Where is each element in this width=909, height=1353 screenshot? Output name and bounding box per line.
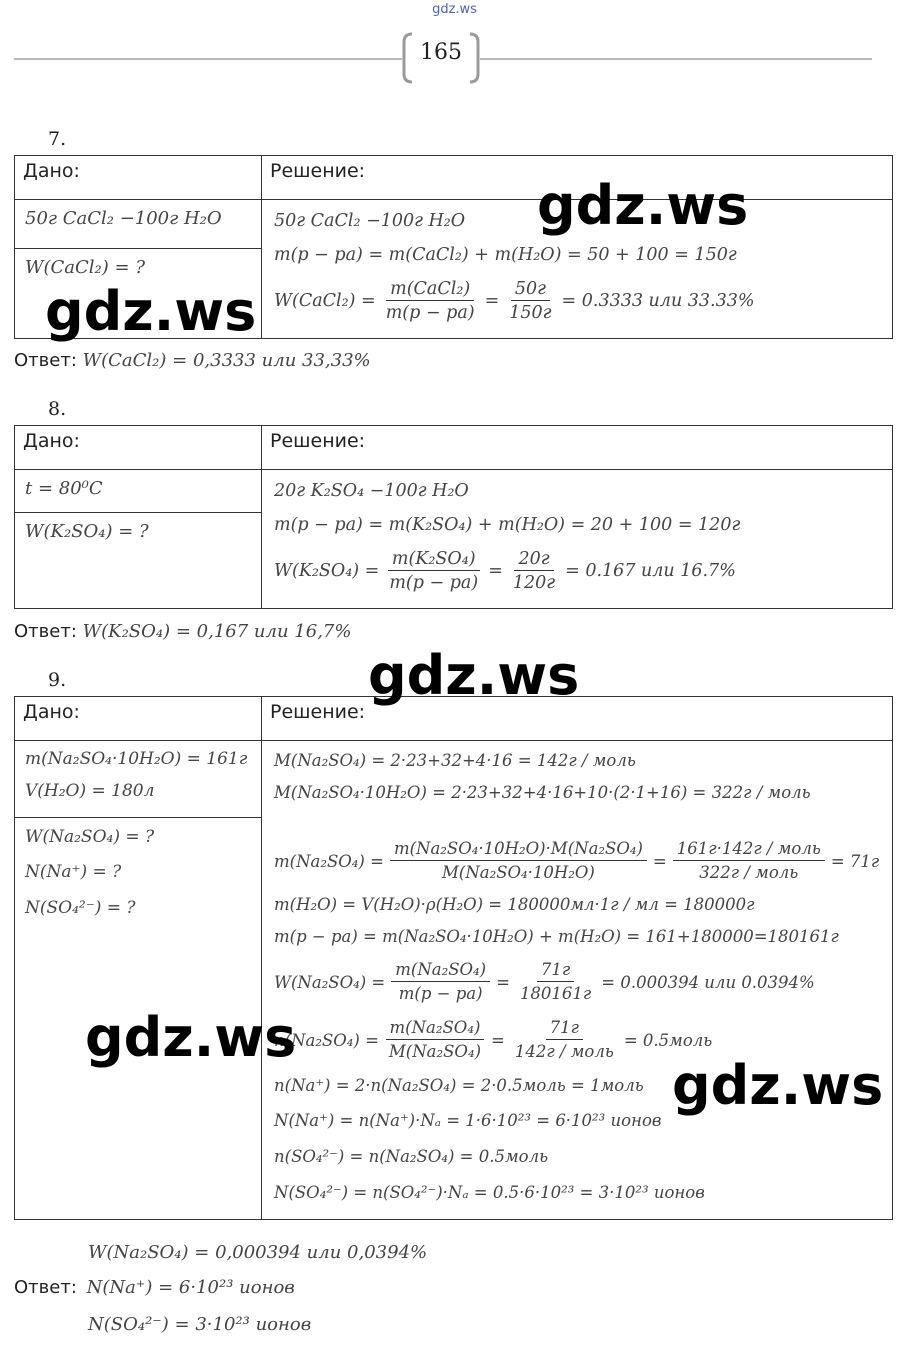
fraction-denominator: M(Na₂SO₄·10H₂O) [441,862,595,882]
fraction-numerator: m(Na₂SO₄·10H₂O)·M(Na₂SO₄) [390,838,647,861]
site-label: gdz.ws [432,2,477,17]
solution-header: Решение: [262,156,893,200]
fraction-denominator: 120г [512,572,556,593]
task-number: 7. [48,128,67,150]
given-line: 50г CaCl₂ −100г H₂O [15,200,261,249]
solution-line: m(H₂O) = V(H₂O)·ρ(H₂O) = 180000мл·1г / мл = 180000г [274,895,755,914]
fraction-denominator: m(p − pa) [385,302,475,323]
answer-line [14,350,371,371]
answer-extra-line [88,1314,311,1335]
fraction [385,1017,485,1064]
watermark: gdz.ws [368,644,580,707]
find-line: W(CaCl₂) = ? [25,257,145,278]
formula-rhs: = 0.167 или 16.7% [565,561,736,581]
fraction [390,838,647,885]
formula-lhs: W(K₂SO₄) = [274,561,380,581]
solution-line: M(Na₂SO₄·10H₂O) = 2·23+32+4·16+10·(2·1+16) = 322г / моль [274,783,811,802]
equals: = [488,561,503,581]
answer-value: W(K₂SO₄) = 0,167 или 16,7% [82,621,352,642]
answer-label: Ответ: [14,1277,77,1298]
answer-label: Ответ: [14,621,77,642]
formula-line [274,542,884,600]
formula-lhs: W(CaCl₂) = [274,291,376,311]
answer-value: N(SO₄²⁻) = 3·10²³ ионов [88,1314,312,1335]
fraction-numerator: m(K₂SO₄) [388,548,480,571]
given-header: Дано: [15,156,262,200]
answer-extra-line [88,1242,427,1263]
solution-line: N(Na⁺) = n(Na⁺)·Nₐ = 1·6·10²³ = 6·10²³ ионов [274,1111,662,1130]
fraction [511,1017,618,1064]
fraction [673,838,825,885]
task9-table [14,696,893,1220]
formula-line [274,953,884,1011]
answer-value: W(Na₂SO₄) = 0,000394 или 0,0394% [88,1242,428,1263]
watermark: gdz.ws [537,174,749,237]
solution-line: n(Na⁺) = 2·n(Na₂SO₄) = 2·0.5моль = 1моль [274,1076,644,1095]
task-number: 8. [48,398,67,420]
fraction [382,278,479,325]
fraction [391,959,490,1006]
fraction [385,548,482,595]
fraction-denominator: m(p − pa) [389,572,479,593]
solution-line: n(SO₄²⁻) = n(Na₂SO₄) = 0.5моль [274,1147,549,1166]
find-line: N(SO₄²⁻) = ? [25,898,136,918]
formula-rhs: = 71г [830,851,880,871]
fraction-numerator: 161г·142г / моль [673,838,825,861]
fraction-denominator: M(Na₂SO₄) [388,1041,482,1061]
page-number: 165 [420,40,462,65]
fraction-numerator: 71г [546,1017,583,1040]
find-line: W(Na₂SO₄) = ? [25,827,155,847]
answer-line [14,1277,295,1298]
solution-line: 20г K₂SO₄ −100г H₂O [274,481,469,501]
fraction-denominator: 322г / моль [699,862,799,882]
watermark: gdz.ws [85,1006,297,1069]
fraction-numerator: m(Na₂SO₄) [386,1017,485,1040]
equals: = [496,972,510,992]
solution-cell [262,741,893,1220]
fraction-denominator: m(p − pa) [398,983,483,1003]
solution-line: m(p − pa) = m(CaCl₂) + m(H₂O) = 50 + 100 = 150г [274,245,737,265]
fraction-numerator: 71г [537,959,574,982]
solution-header: Решение: [262,697,893,741]
solution-line: M(Na₂SO₄) = 2·23+32+4·16 = 142г / моль [274,751,636,770]
find-line: W(K₂SO₄) = ? [25,521,149,542]
given-line: m(Na₂SO₄·10H₂O) = 161г [25,749,248,769]
task-number: 9. [48,669,67,691]
fraction [509,548,559,595]
given-header: Дано: [15,697,262,741]
formula-lhs: W(Na₂SO₄) = [274,972,386,992]
given-header: Дано: [15,426,262,470]
formula-line [274,833,884,889]
formula-rhs: = 0.3333 или 33.33% [561,291,755,311]
formula-lhs: n(Na₂SO₄) = [274,1030,379,1050]
equals: = [652,851,667,871]
fraction-denominator: 142г / моль [514,1041,614,1061]
fraction-numerator: 20г [514,548,553,571]
answer-label: Ответ: [14,350,77,371]
formula-rhs: = 0.5моль [623,1030,713,1050]
fraction-denominator: 180161г [519,983,592,1003]
solution-line: N(SO₄²⁻) = n(SO₄²⁻)·Nₐ = 0.5·6·10²³ = 3·10²³ ионов [274,1183,705,1202]
answer-value: N(Na⁺) = 6·10²³ ионов [86,1277,295,1298]
task8-table [14,425,893,609]
solution-cell [262,470,893,609]
formula-line [274,272,884,330]
solution-line: m(p − pa) = m(Na₂SO₄·10H₂O) + m(H₂O) = 161+180000=180161г [274,927,839,946]
solution-line: m(p − pa) = m(K₂SO₄) + m(H₂O) = 20 + 100 = 120г [274,515,741,535]
fraction-numerator: 50г [511,278,550,301]
header-rule-right [480,58,872,60]
fraction [516,959,595,1006]
fraction-numerator: m(CaCl₂) [386,278,474,301]
given-line: t = 80⁰C [15,470,261,513]
find-line: N(Na⁺) = ? [25,862,122,882]
answer-line [14,621,351,642]
solution-line: 50г CaCl₂ −100г H₂O [274,211,466,231]
formula-rhs: = 0.000394 или 0.0394% [601,972,815,992]
equals: = [484,291,500,311]
formula-lhs: m(Na₂SO₄) = [274,851,384,871]
header-rule-left [14,58,402,60]
equals: = [491,1030,505,1050]
watermark: gdz.ws [45,280,257,343]
solution-header: Решение: [262,426,893,470]
fraction [505,278,555,325]
watermark: gdz.ws [672,1054,884,1117]
fraction-numerator: m(Na₂SO₄) [391,959,490,982]
given-line: V(H₂O) = 180л [25,781,155,801]
answer-value: W(CaCl₂) = 0,3333 или 33,33% [82,350,371,371]
fraction-denominator: 150г [509,302,552,323]
